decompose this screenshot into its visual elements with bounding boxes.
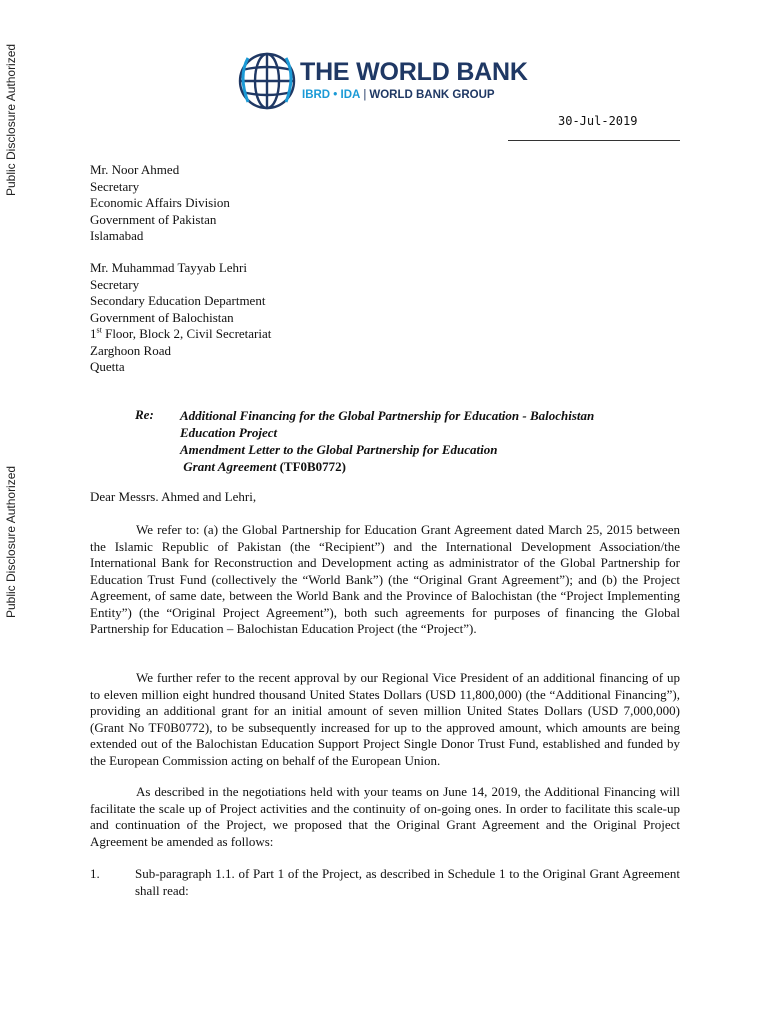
body-paragraph: As described in the negotiations held with your teams on June 14, 2019, the Additional Financing will facilitate the scale up of Project activities and the continuity of on-going ones. In order to facilitate this scale-up and continuation of the Project, we proposed that the Original Grant Agreement and the Original Project Agreement be amended as follows: xyxy=(90,784,680,849)
subject-lines xyxy=(180,407,594,475)
body-paragraph: We refer to: (a) the Global Partnership for Education Grant Agreement dated March 25, 2015 between the Islamic Republic of Pakistan (the “Recipient”) and the International Development Association/the International Bank for Reconstruction and Development acting as administrator of the Global Partnership for Education Trust Fund (collectively the “World Bank”) (the “Original Grant Agreement”); and (b) the Project Agreement, of same date, between the World Bank and the Province of Balochistan (the “Project Implementing Entity”) (the “Original Project Agreement”), both such agreements for purposes of financing the Global Partnership for Education – Balochistan Education Project (the “Project”). xyxy=(90,522,680,636)
list-item-number: 1. xyxy=(90,866,100,881)
world-bank-logo xyxy=(234,46,534,118)
address-line: Secretary xyxy=(90,276,140,292)
address-line: Government of Pakistan xyxy=(90,211,217,227)
date-underline xyxy=(508,140,680,141)
logo-subtitle: IBRD • IDA | WORLD BANK GROUP xyxy=(302,89,495,101)
address-line: Government of Balochistan xyxy=(90,309,234,325)
subject-line: Grant Agreement (TF0B0772) xyxy=(183,459,347,474)
list-item-text: Sub-paragraph 1.1. of Part 1 of the Project, as described in Schedule 1 to the Original Grant Agreement shall read: xyxy=(135,866,680,898)
logo-title: THE WORLD BANK xyxy=(300,58,528,86)
letter-date: 30-Jul-2019 xyxy=(558,114,638,128)
body-paragraph: We further refer to the recent approval by our Regional Vice President of an additional financing of up to eleven million eight hundred thousand United States Dollars (USD 11,800,000) (the “Additional Financing”), providing an additional grant for an initial amount of seven million United States Dollars (USD 7,000,000) (Grant No TF0B0772), to be subsequently increased for up to the approved amount, which amounts are being extended out of the Balochistan Education Support Project Single Donor Trust Fund, established and funded by the European Commission acting on behalf of the European Union. xyxy=(90,670,680,768)
logo-group: WORLD BANK GROUP xyxy=(369,89,495,101)
disclosure-stamp-top: Public Disclosure Authorized xyxy=(4,43,18,196)
subject-line: Additional Financing for the Global Partnership for Education - Balochistan xyxy=(180,408,595,423)
recipient-address-2 xyxy=(90,260,271,376)
subject-line: Education Project xyxy=(180,425,278,440)
address-line: Secondary Education Department xyxy=(90,293,266,308)
address-line: Islamabad xyxy=(90,228,144,243)
address-line: 1st Floor, Block 2, Civil Secretariat xyxy=(90,325,272,341)
address-line: Zarghoon Road xyxy=(90,342,171,358)
address-line: Mr. Noor Ahmed xyxy=(90,162,180,177)
subject-label: Re: xyxy=(135,407,154,422)
address-line: Secretary xyxy=(90,178,140,194)
globe-icon xyxy=(234,46,300,116)
disclosure-stamp-middle: Public Disclosure Authorized xyxy=(4,465,18,618)
salutation: Dear Messrs. Ahmed and Lehri, xyxy=(90,489,257,504)
address-line: Economic Affairs Division xyxy=(90,195,230,210)
recipient-address-1 xyxy=(90,162,230,245)
subject-line: Amendment Letter to the Global Partnership for Education xyxy=(180,442,498,457)
logo-ibrd-ida: IBRD • IDA xyxy=(302,89,361,101)
address-line: Quetta xyxy=(90,359,125,374)
address-line: Mr. Muhammad Tayyab Lehri xyxy=(90,260,247,275)
